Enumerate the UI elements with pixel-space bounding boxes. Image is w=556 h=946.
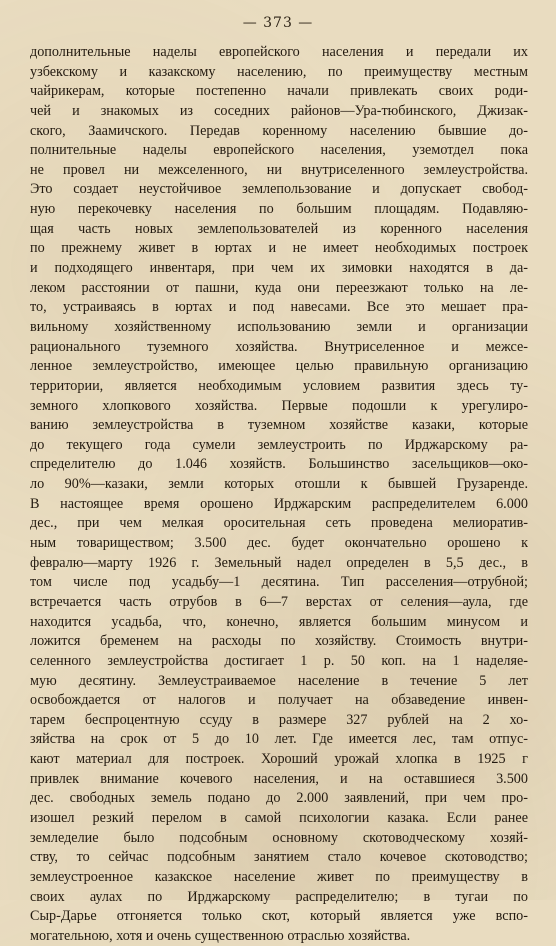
text-line: дес. свободных земель подано до 2.000 заявлений, при чем про- [30, 790, 528, 807]
text-line: и подходящего инвентаря, при чем их зимовки находятся в да- [30, 260, 528, 277]
text-line: не провел ни межселенного, ни внутриселенного землеустройства. [30, 161, 528, 178]
text-line: селенного землеустройства достигает 1 р. 50 коп. на 1 наделяе- [30, 652, 528, 669]
body-text [30, 43, 528, 946]
text-line: изошел резкий перелом в самой психологии казака. Если ранее [30, 809, 528, 826]
text-line: щая часть новых землепользователей из коренного населения [30, 220, 528, 237]
text-line: рационального туземного хозяйства. Внутриселенное и межсе- [30, 338, 528, 355]
text-line: тарем беспроцентную ссуду в размере 327 рублей на 2 хо- [30, 711, 528, 728]
text-line: вильному хозяйственному использованию земли и организации [30, 318, 528, 335]
text-line: том числе под усадьбу—1 десятина. Тип расселения—отрубной; [30, 574, 528, 591]
text-line: кают материал для построек. Хороший урожай хлопка в 1925 г [30, 751, 528, 768]
text-line: территории, является необходимым условием развития здесь ту- [30, 377, 528, 394]
text-line: до текущего года сумели землеустроить по Ирджарскому ра- [30, 436, 528, 453]
text-line: узбекскому и казакскому населению, по преимуществу местным [30, 63, 528, 80]
text-line: освобождается от налогов и получает на обзаведение инвен- [30, 692, 528, 709]
text-line: земного хлопкового хозяйства. Первые подошли к урегулиро- [30, 397, 528, 414]
text-line: землеустроенное казакское население живет по преимуществу в [30, 868, 528, 885]
text-line: могательною, хотя и очень существенною отраслью хозяйства. [30, 927, 411, 944]
text-line: дес., при чем мелкая оросительная сеть проведена мелиоратив- [30, 515, 528, 532]
text-line: февралю—марту 1926 г. Земельный надел определен в 5,5 дес., в [30, 554, 528, 571]
text-line: Сыр-Дарье отгоняется только скот, который является уже вспо- [30, 908, 528, 925]
text-line: чайрикерам, которые постепенно начали привлекать своих роди- [30, 83, 528, 100]
text-line: ленное землеустройство, имеющее целью правильную организацию [30, 358, 528, 375]
text-line: то, устраиваясь в юртах и под навесами. Все это мешает пра- [30, 299, 528, 316]
text-line: своих аулах по Ирджарскому распределителю; в тугаи по [30, 888, 528, 905]
text-line: привлек внимание кочевого населения, и на оставшиеся 3.500 [30, 770, 528, 787]
text-line: ству, то сейчас подсобным занятием стало кочевое скотоводство; [30, 849, 528, 866]
text-line: полнительные наделы европейского населения, уземотдел пока [30, 142, 528, 159]
text-line: ло 90%—казаки, земли которых отошли к бывшей Грузаренде. [30, 476, 528, 493]
text-line: по прежнему живет в юртах и не имеет необходимых построек [30, 240, 528, 257]
text-line: дополнительные наделы европейского населения и передали их [30, 44, 528, 60]
text-line: В настоящее время орошено Ирджарским распределителем 6.000 [30, 495, 528, 512]
text-line: ского, Заамичского. Передав коренному населению бывшие до- [30, 122, 528, 139]
text-line: зяйства на срок от 5 до 10 лет. Где имеется лес, там отпус- [30, 731, 528, 748]
text-line: земледелие было подсобным основному скотоводческому хозяй- [30, 829, 528, 846]
text-line: ным товариществом; 3.500 дес. будет окончательно орошено к [30, 535, 528, 552]
text-line: чей и знакомых из соседних районов—Ура-тюбинского, Джизак- [30, 102, 528, 119]
text-line: ную перекочевку населения по большим площадям. Подавляю- [30, 201, 528, 218]
text-line: встречается часть отрубов в 6—7 верстах от селения—аула, где [30, 593, 528, 610]
text-line: ванию землеустройства в туземном хозяйстве казаки, которые [30, 417, 528, 434]
text-line: Это создает неустойчивое землепользование и допускает свобод- [30, 181, 528, 198]
text-line: находится усадьба, что, конечно, является большим минусом и [30, 613, 528, 630]
page-number: — 373 — [242, 15, 314, 31]
text-line: леком расстоянии от пашни, куда они переезжают только на ле- [30, 279, 528, 296]
text-line: ложится бременем на расходы по хозяйству. Стоимость внутри- [30, 633, 528, 650]
text-line: мую десятину. Землеустраиваемое население в течение 5 лет [30, 672, 528, 689]
text-line: спределителю до 1.046 хозяйств. Большинство засельщиков—око- [30, 456, 528, 473]
